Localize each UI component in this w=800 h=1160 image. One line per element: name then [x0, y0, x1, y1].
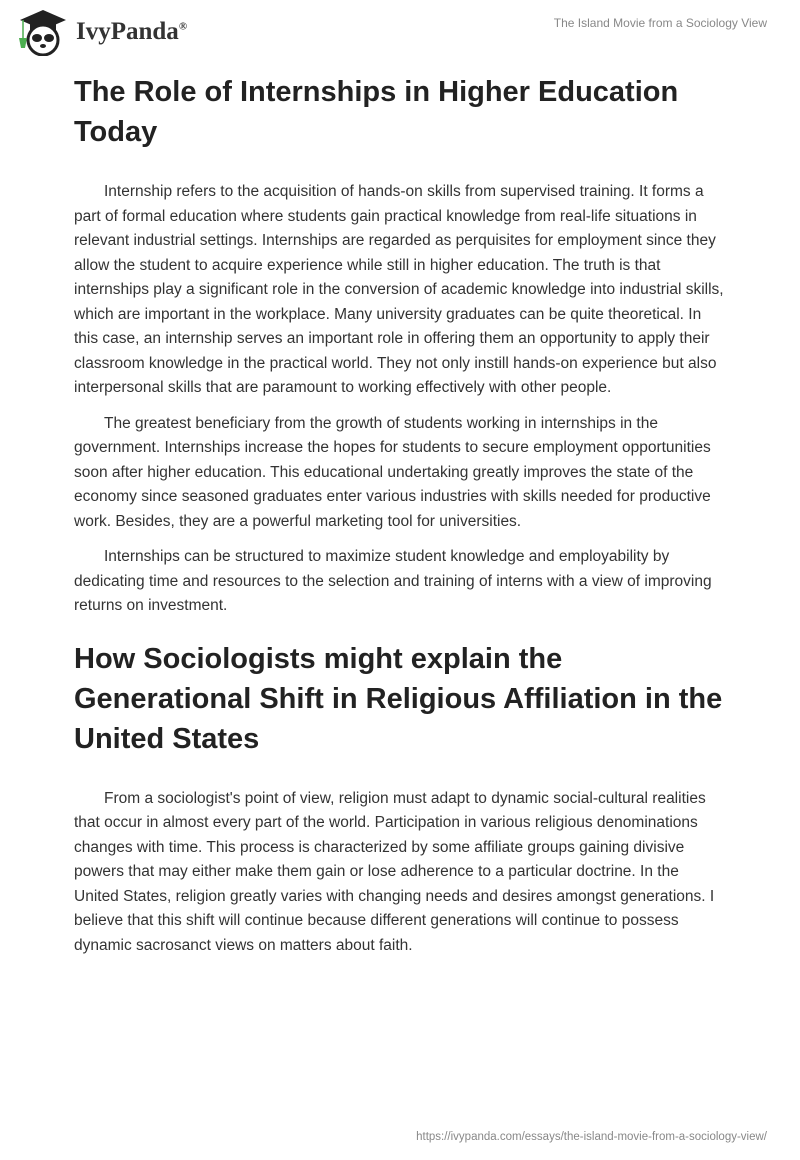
- paragraph: Internships can be structured to maximize student knowledge and employability by dedicating time and resources to the selection and training of interns with a view of improving returns on investment.: [74, 548, 712, 614]
- brand-name: [76, 18, 187, 46]
- registered-mark: ®: [178, 20, 188, 33]
- brand-text: IvyPanda: [76, 18, 179, 45]
- logo[interactable]: [18, 8, 187, 56]
- paragraph: From a sociologist's point of view, religion must adapt to dynamic social-cultural realities that occur in almost every part of the world. Participation in various religious denominations changes with time. This process is characterized by some affiliate groups gaining divisive powers that may either make them gain or lose adherence to a particular doctrine. In the United States, religion greatly varies with changing needs and desires amongst generations. I believe that this shift will continue because different generations will continue to possess dynamic sacrosanct views on matters about faith.: [74, 789, 715, 954]
- article-content: [74, 72, 726, 969]
- section-heading: How Sociologists might explain the Generational Shift in Religious Affiliation in the United States: [74, 642, 723, 755]
- document-title: The Island Movie from a Sociology View: [553, 16, 767, 30]
- source-url[interactable]: https://ivypanda.com/essays/the-island-movie-from-a-sociology-view/: [416, 1131, 767, 1143]
- section-heading: The Role of Internships in Higher Education Today: [74, 76, 679, 148]
- panda-graduate-icon: [18, 8, 68, 56]
- paragraph: The greatest beneficiary from the growth of students working in internships in the government. Internships increase the hopes for students to secure employment opportunities soon after higher education. This educational undertaking greatly improves the state of the economy since seasoned graduates enter various industries with skills needed for productive work. Besides, they are a powerful marketing tool for universities.: [74, 414, 711, 530]
- header: [0, 0, 800, 56]
- paragraph: Internship refers to the acquisition of hands-on skills from supervised training. It forms a part of formal education where students gain practical knowledge from real-life situations in relevant industrial settings. Internships are regarded as perquisites for employment since they allow the student to acquire experience while still in higher education. The truth is that internships play a significant role in the conversion of academic knowledge into industrial skills, which are important in the workplace. Many university graduates can be quite theoretical. In this case, an internship serves an important role in offering them an opportunity to apply their classroom knowledge in the practical world. They not only instill hands-on experience but also interpersonal skills that are paramount to working effectively with other people.: [74, 183, 724, 396]
